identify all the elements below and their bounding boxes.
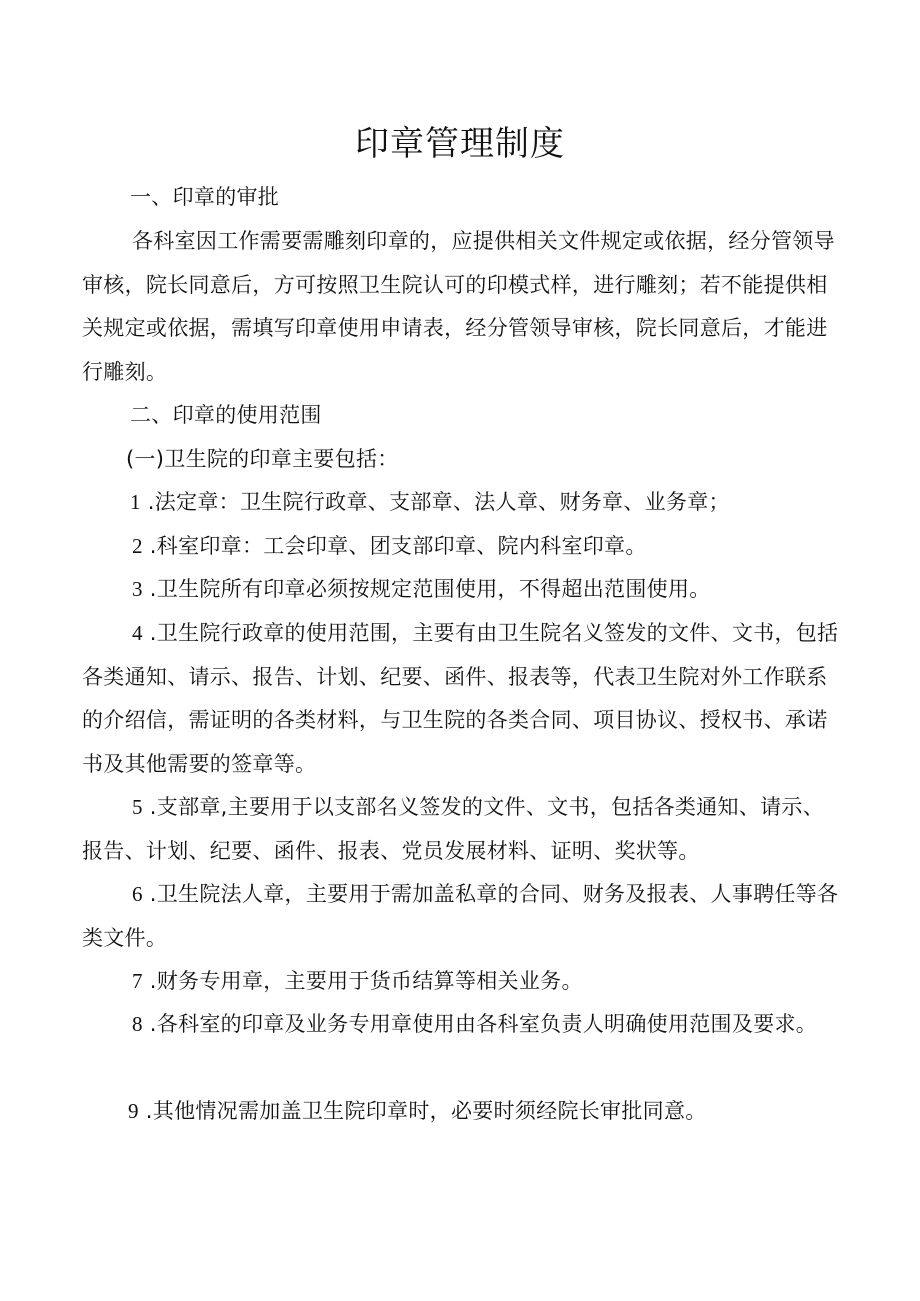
list-item-number: 1 bbox=[130, 490, 141, 514]
list-item-text: .其他情况需加盖卫生院印章时，必要时须经院长审批同意。 bbox=[138, 1099, 707, 1123]
list-item-4 bbox=[82, 612, 842, 786]
list-item-number: 3 bbox=[132, 577, 143, 601]
list-item-1 bbox=[82, 481, 842, 525]
list-item-number: 2 bbox=[132, 534, 143, 558]
list-item-3 bbox=[82, 568, 842, 612]
list-item-text: .支部章,主要用于以支部名义签发的文件、文书，包括各类通知、请示、报告、计划、纪要、函件、报表、党员发展材料、证明、奖状等。 bbox=[82, 795, 825, 863]
list-item-number: 5 bbox=[132, 795, 143, 819]
list-item-number: 9 bbox=[128, 1099, 139, 1123]
list-item-text: .卫生院法人章，主要用于需加盖私章的合同、财务及报表、人事聘任等各类文件。 bbox=[82, 882, 839, 950]
page-title: 印章管理制度 bbox=[355, 124, 565, 164]
list-item-9 bbox=[82, 1090, 842, 1134]
list-item-2 bbox=[82, 525, 842, 569]
list-item-text: .科室印章：工会印章、团支部印章、院内科室印章。 bbox=[142, 534, 647, 558]
list-item-6 bbox=[82, 873, 842, 960]
list-item-number: 6 bbox=[132, 882, 143, 906]
list-item-text: .财务专用章，主要用于货币结算等相关业务。 bbox=[142, 969, 583, 993]
list-item-number: 7 bbox=[132, 969, 143, 993]
list-item-text: .卫生院所有印章必须按规定范围使用，不得超出范围使用。 bbox=[142, 577, 711, 601]
section-2-subheading: (一)卫生院的印章主要包括： bbox=[126, 447, 399, 471]
list-item-7 bbox=[82, 960, 842, 1004]
list-item-number: 4 bbox=[132, 621, 143, 645]
list-item-text: .法定章：卫生院行政章、支部章、法人章、财务章、业务章； bbox=[140, 490, 730, 514]
list-item-text: .卫生院行政章的使用范围，主要有由卫生院名义签发的文件、文书，包括各类通知、请示、报告、计划、纪要、函件、报表等，代表卫生院对外工作联系的介绍信，需证明的各类材料，与卫生院的各类合同、项目协议、授权书、承诺书及其他需要的签章等。 bbox=[82, 621, 839, 776]
list-item-8 bbox=[82, 1003, 842, 1047]
section-2-heading: 二、印章的使用范围 bbox=[130, 403, 322, 427]
section-1-heading: 一、印章的审批 bbox=[130, 185, 280, 209]
list-item-5 bbox=[82, 786, 842, 873]
list-item-number: 8 bbox=[132, 1012, 143, 1036]
section-1-body: 各科室因工作需要需雕刻印章的，应提供相关文件规定或依据，经分管领导审核，院长同意后，方可按照卫生院认可的印模式样，进行雕刻；若不能提供相关规定或依据，需填写印章使用申请表，经分管领导审核，院长同意后，才能进行雕刻。 bbox=[82, 229, 835, 384]
list-item-text: .各科室的印章及业务专用章使用由各科室负责人明确使用范围及要求。 bbox=[142, 1012, 818, 1036]
